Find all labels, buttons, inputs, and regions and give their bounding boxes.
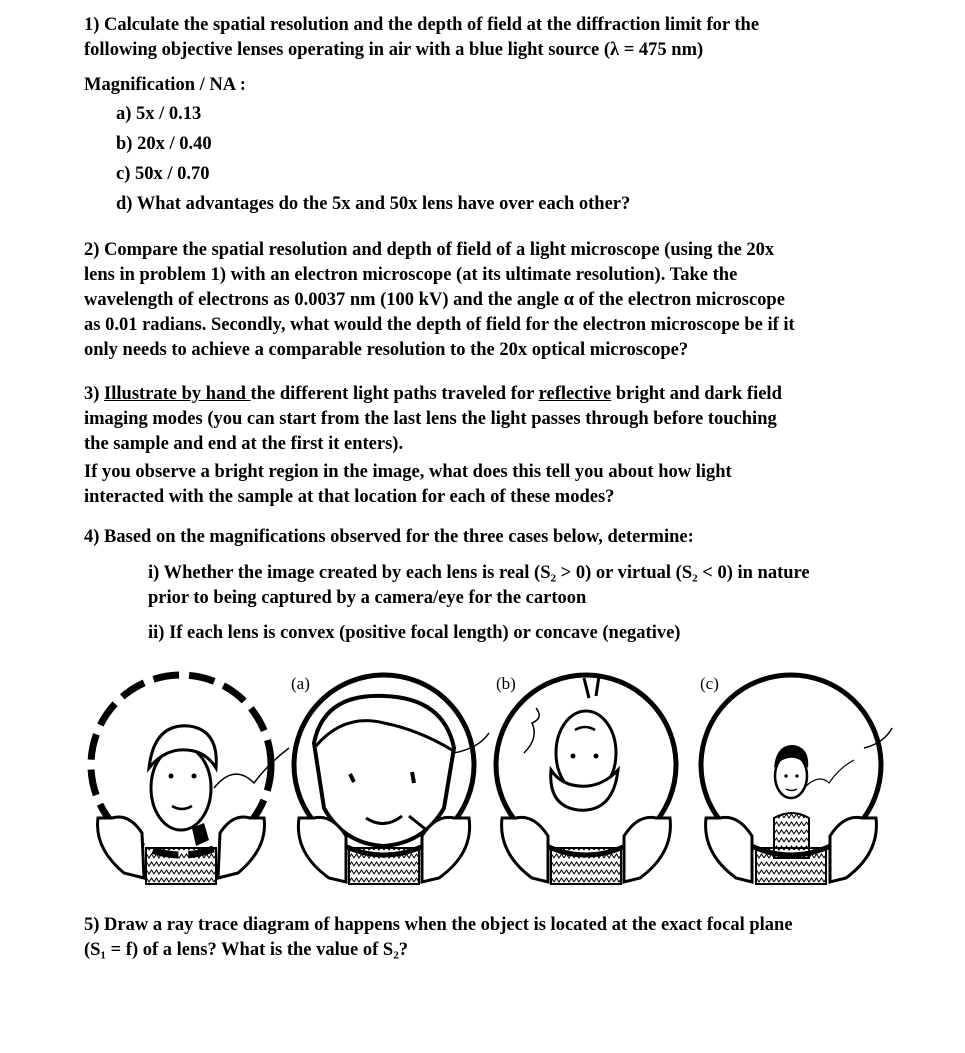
q3-line-3: the sample and end at the first it enters). [84,434,404,454]
q1-line-1: 1) Calculate the spatial resolution and the depth of field at the diffraction limit for the [84,15,760,35]
q1-item-a: a) 5x / 0.13 [116,104,202,124]
q4-intro: 4) Based on the magnifications observed for the three cases below, determine: [84,527,694,547]
q2-line-3: wavelength of electrons as 0.0037 nm (100 kV) and the angle α of the electron microscope [84,290,785,310]
q1-item-c: c) 50x / 0.70 [116,164,210,184]
q3-rest: bright and dark field [611,384,782,404]
q4-part-i [148,561,938,611]
cartoon-lens-c [701,675,892,884]
q1-text [84,13,924,63]
cartoon-lens-a [294,675,489,884]
q4-i-line-2: prior to being captured by a camera/eye for the cartoon [148,588,587,608]
q4-part-ii: ii) If each lens is convex (positive focal length) or concave (negative) [148,623,681,643]
cartoon-lens-b [496,675,676,884]
caption-a: (a) [291,674,310,693]
cartoon-original [91,675,289,884]
q1-item-d: d) What advantages do the 5x and 50x lens have over each other? [116,194,631,214]
q3-prefix: 3) [84,384,105,404]
magnification-header: Magnification / NA : [84,75,246,95]
q3-underline-reflective: reflective [538,384,612,404]
q5-line-1: 5) Draw a ray trace diagram of happens when the object is located at the exact focal plane [84,915,793,935]
q5-text [84,913,924,963]
q3-text [84,382,924,457]
q3-mid: the different light paths traveled for [250,384,539,404]
q1-item-b: b) 20x / 0.40 [116,134,212,154]
caption-b: (b) [496,674,516,693]
magnifier-cartoon-figure [84,668,894,890]
q3-underline-illustrate: Illustrate by hand [104,384,251,404]
q5-line-2: (S₁ = f) of a lens? What is the value of S₂? [84,940,408,960]
q3-line-1 [84,382,924,407]
q4-i-line-1: i) Whether the image created by each lens is real (S₂ > 0) or virtual (S₂ < 0) in nature [148,563,810,583]
q2-line-1: 2) Compare the spatial resolution and depth of field of a light microscope (using the 20x [84,240,775,260]
q2-line-2: lens in problem 1) with an electron microscope (at its ultimate resolution). Take the [84,265,738,285]
q3-followup [84,460,924,510]
q2-text [84,238,924,363]
q3-line-2: imaging modes (you can start from the last lens the light passes through before touching [84,409,777,429]
q2-line-4: as 0.01 radians. Secondly, what would the depth of field for the electron microscope be if it [84,315,795,335]
q3-line-5: interacted with the sample at that location for each of these modes? [84,487,615,507]
q2-line-5: only needs to achieve a comparable resolution to the 20x optical microscope? [84,340,689,360]
q3-line-4: If you observe a bright region in the image, what does this tell you about how light [84,462,732,482]
q1-line-2: following objective lenses operating in air with a blue light source (λ = 475 nm) [84,40,704,60]
caption-c: (c) [700,674,719,693]
